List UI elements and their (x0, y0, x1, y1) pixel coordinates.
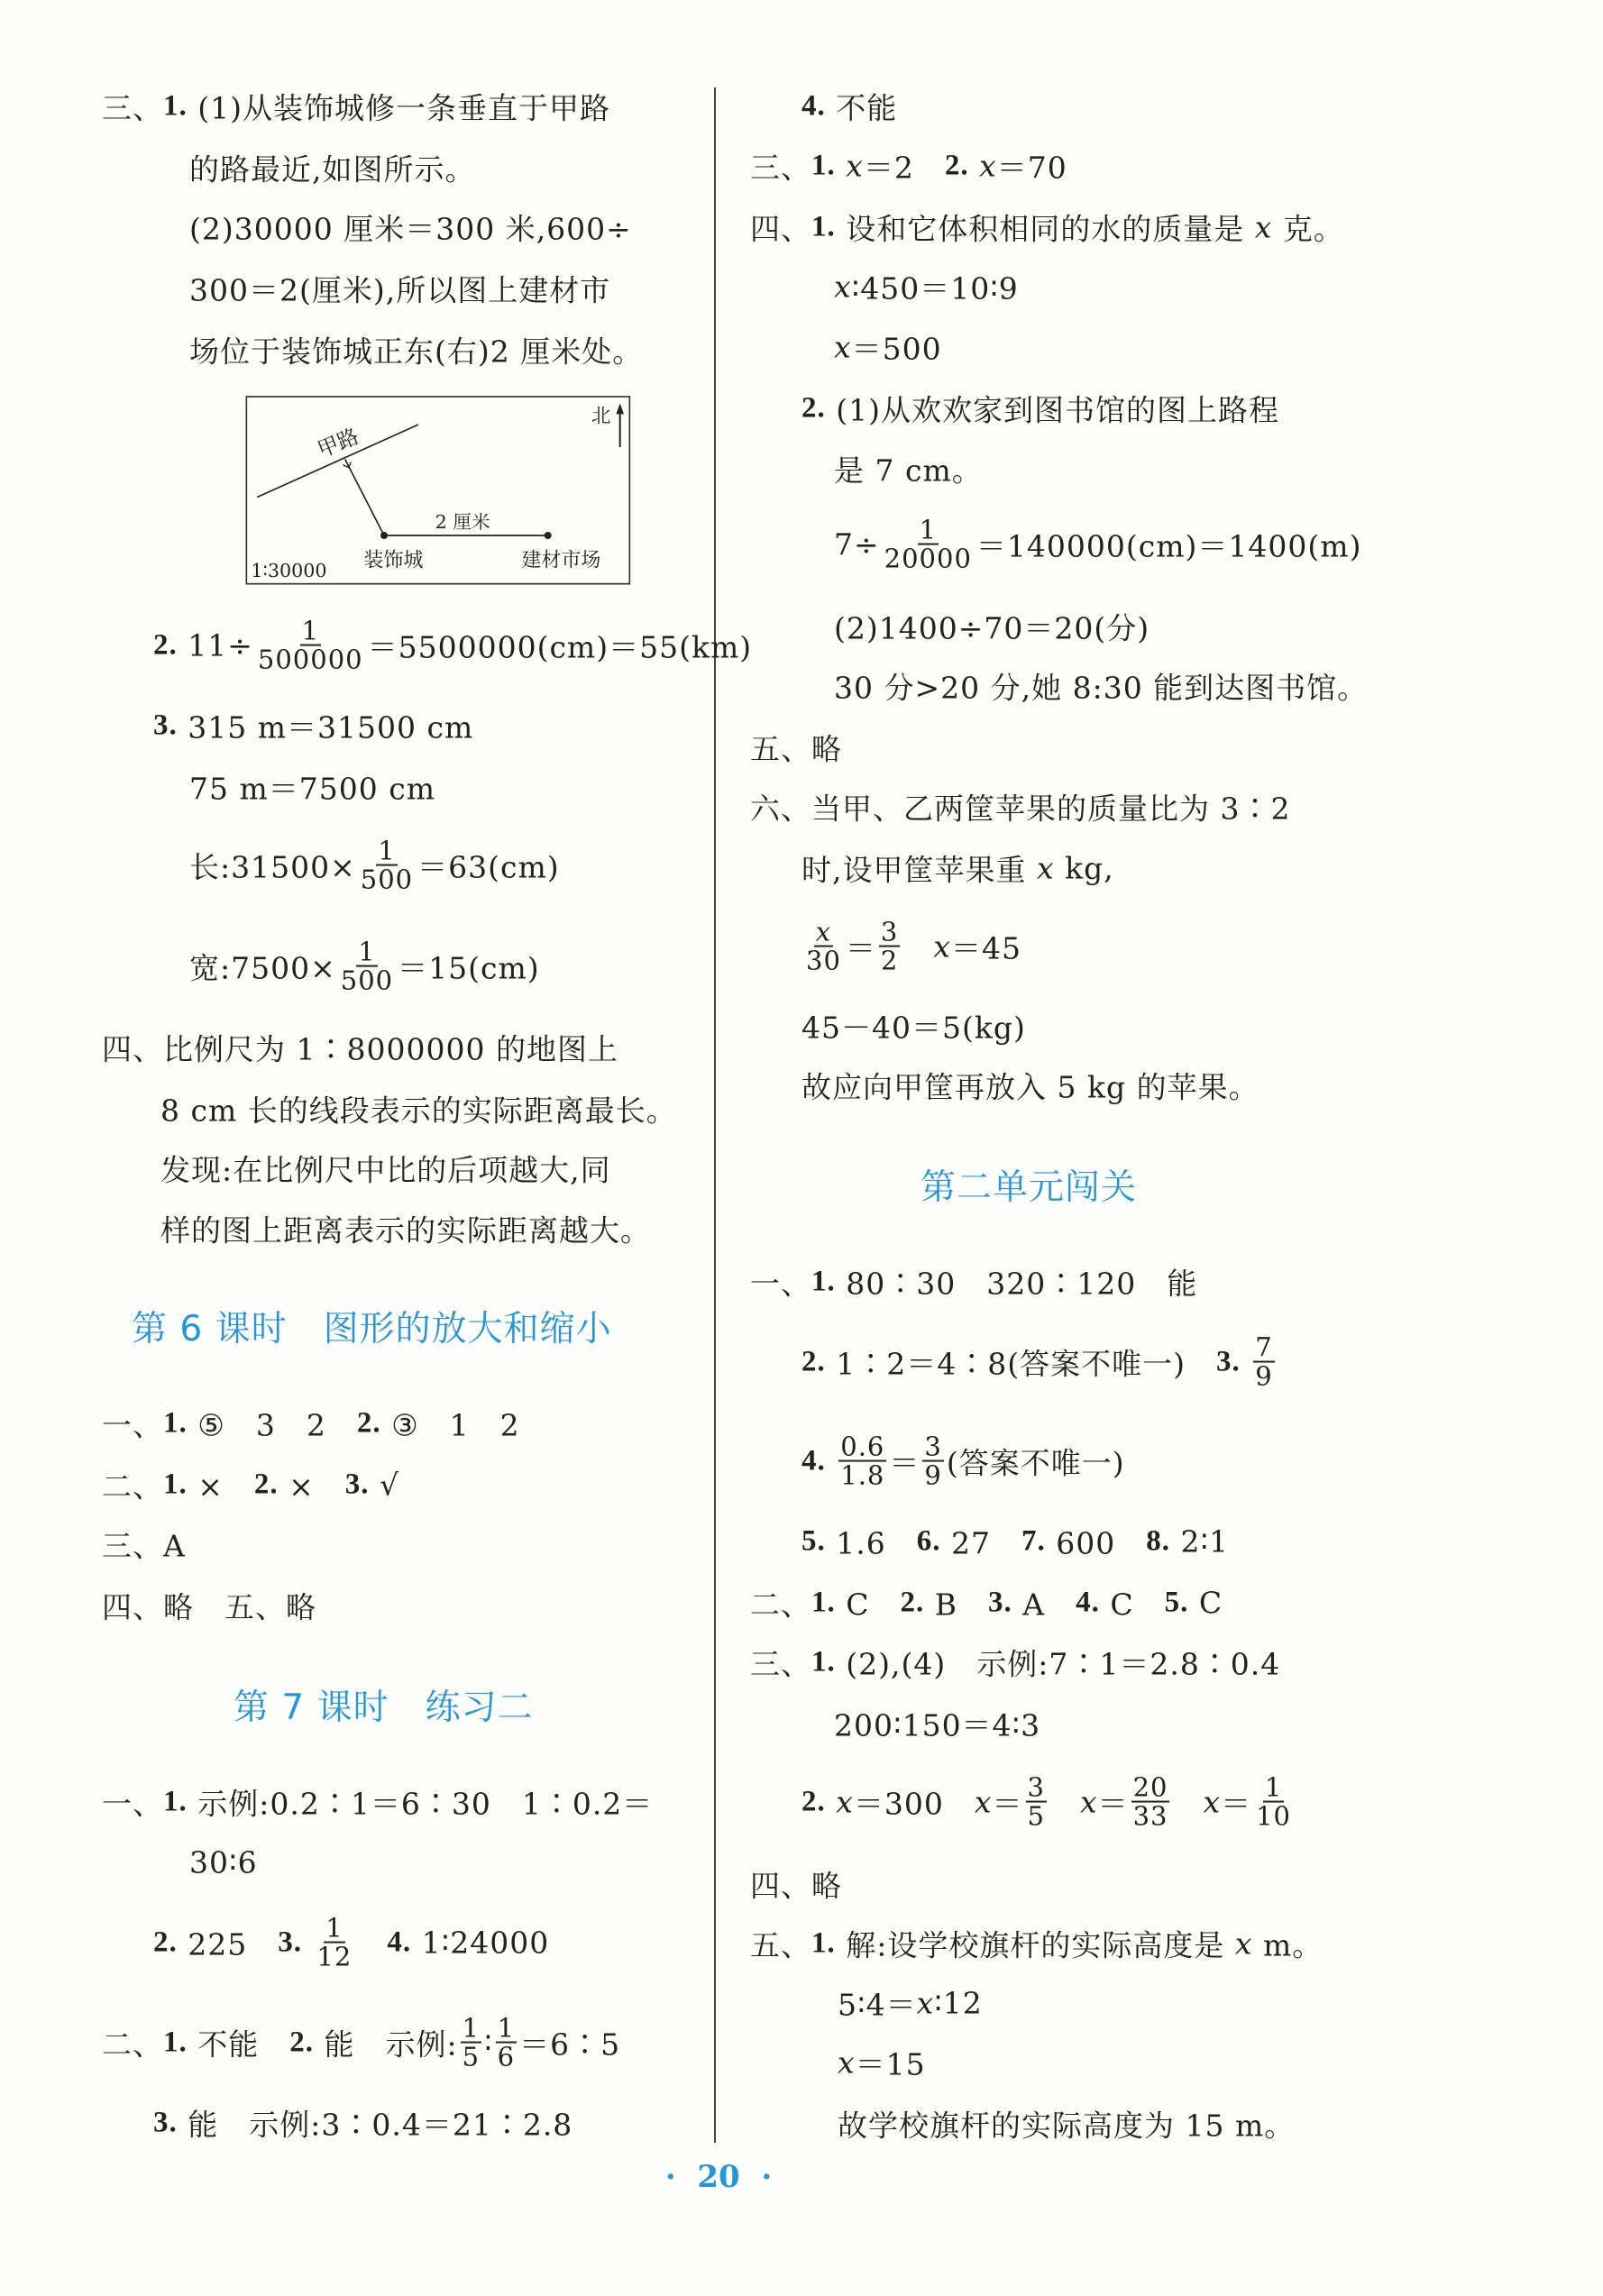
answer-text: ＝5500000(cm)＝55(km) (367, 629, 753, 665)
answer-line (189, 837, 560, 894)
variable: x (834, 269, 852, 305)
item-number: 2. (900, 1586, 925, 1619)
fraction-denominator: 12 (316, 1942, 353, 1972)
answer-text (302, 1926, 313, 1961)
answer-text: 7÷ (834, 526, 880, 563)
answer-line (160, 1088, 677, 1130)
answer-line (102, 1585, 316, 1627)
answer-text: √ (369, 1467, 400, 1503)
answer-text: ＝300 (853, 1786, 975, 1822)
item-number: 1. (163, 1406, 188, 1440)
item-number: 7. (1021, 1524, 1046, 1558)
fraction-denominator: 5 (1027, 1801, 1045, 1832)
end-label: 建材市场 (521, 549, 601, 572)
item-number: 3. (278, 1926, 302, 1959)
item-number: 3. (1215, 1345, 1241, 1378)
variable: x (838, 2044, 856, 2081)
answer-text: ＝15 (855, 2046, 926, 2082)
answer-line (750, 1863, 842, 1906)
answer-line (189, 147, 476, 189)
fraction-denominator: 20000 (884, 544, 972, 574)
answer-line (838, 2103, 1295, 2145)
answer-line (160, 1148, 611, 1190)
answer-text: 不能 (187, 2026, 290, 2063)
item-number: 6. (916, 1524, 941, 1558)
answer-text: (2),(4) 示例:7∶1＝2.8∶0.4 (835, 1646, 1281, 1682)
north-arrow-icon (616, 403, 624, 447)
answer-line (189, 268, 610, 310)
answer-line (802, 388, 1279, 430)
answer-line (189, 766, 435, 809)
fraction-denominator: 1.8 (840, 1460, 885, 1491)
answer-line (834, 266, 1019, 308)
answer-line (102, 1403, 520, 1445)
answer-text: 30 分>20 分,她 8:30 能到达图书馆。 (834, 670, 1369, 706)
fraction (804, 916, 843, 976)
perpendicular-path (345, 459, 384, 535)
item-number: 2. (153, 1926, 178, 1959)
heading-lesson-6: 第 6 课时 图形的放大和缩小 (132, 1309, 612, 1349)
answer-line (802, 1331, 1278, 1392)
variable: x (933, 928, 951, 965)
fraction-numerator: 1 (358, 936, 376, 967)
answer-line (102, 2012, 621, 2072)
fraction-numerator: 7 (1255, 1331, 1273, 1363)
answer-text: ＝500 (851, 331, 942, 367)
answer-line (834, 1703, 1040, 1745)
answer-line (102, 86, 610, 128)
answer-text (1049, 1781, 1080, 1824)
answer-line (802, 1065, 1260, 1107)
answer-text: 的路最近,如图所示。 (189, 151, 476, 188)
answer-text: 宽:7500× (189, 950, 336, 986)
answer-text: 克。 (1272, 211, 1344, 247)
answer-line (750, 1642, 1280, 1684)
fraction-denominator: 2 (880, 946, 899, 976)
answer-text: 75 m＝7500 cm (189, 771, 436, 807)
answer-text: ＝ (889, 1445, 921, 1481)
answer-line (189, 329, 643, 371)
answer-line (153, 1912, 550, 1972)
answer-line (189, 206, 632, 249)
answer-text: 200∶150＝4∶3 (834, 1707, 1041, 1743)
answer-text: 能 示例: (314, 2026, 458, 2063)
variable: x (846, 148, 864, 184)
answer-text: ∶ (484, 2025, 493, 2061)
answer-line (834, 448, 983, 490)
item-number: 3. (988, 1586, 1012, 1619)
answer-text: ＝2 (863, 150, 945, 186)
answer-text: 一、 (102, 1786, 163, 1822)
heading-lesson-7: 第 7 课时 练习二 (234, 1688, 534, 1728)
variable: x (1079, 1784, 1098, 1820)
answer-line (802, 916, 1021, 976)
fraction-denominator: 6 (497, 2042, 516, 2072)
answer-text: (2)1400÷70＝20(分) (834, 610, 1150, 646)
variable: x (1036, 850, 1055, 886)
fraction-denominator: 500 (360, 864, 414, 895)
answer-text: 一、 (102, 1407, 163, 1443)
variable: x (1234, 1926, 1253, 1962)
fraction-numerator: 1 (325, 1912, 344, 1944)
item-number: 2. (802, 1345, 826, 1378)
answer-text: 5∶4＝ (838, 1987, 917, 2023)
fraction-numerator: 3 (1027, 1771, 1045, 1803)
answer-text (836, 149, 847, 184)
answer-line (750, 1923, 1323, 1965)
answer-text: 五、 (750, 1927, 811, 1963)
answer-text: 故应向甲筐再放入 5 kg 的苹果。 (802, 1069, 1260, 1105)
answer-text: C (835, 1587, 901, 1623)
answer-text: ＝ (1097, 1786, 1129, 1822)
answer-text: 四、略 (750, 1868, 842, 1904)
fraction-numerator: 1 (497, 2012, 516, 2044)
item-number: 2. (356, 1406, 381, 1440)
fraction-numerator: 1 (301, 615, 319, 646)
answer-line (189, 938, 540, 995)
answer-text: C (1188, 1585, 1223, 1621)
item-number: 3. (153, 709, 178, 742)
item-number: 4. (387, 1926, 412, 1959)
answer-line (802, 1433, 1125, 1490)
item-number: 1. (811, 149, 836, 182)
answer-text: 8 cm 长的线段表示的实际距离最长。 (160, 1093, 677, 1129)
answer-line (750, 786, 1290, 828)
answer-text: 解:设学校旗杆的实际高度是 (835, 1927, 1235, 1963)
answer-text (1241, 1345, 1251, 1380)
answer-line (153, 617, 752, 674)
answer-text: ⑤ 3 2 (187, 1407, 357, 1443)
answer-text: 是 7 cm。 (834, 453, 983, 489)
answer-text: 三、 (750, 1646, 811, 1682)
item-number: 4. (1076, 1586, 1100, 1619)
answer-line (102, 1027, 618, 1069)
answer-text: 315 m＝31500 cm (177, 709, 474, 746)
answer-line (750, 206, 1344, 249)
item-number: 1. (811, 1645, 836, 1679)
fraction-numerator: 1 (462, 2012, 481, 2044)
answer-text: ＝15(cm) (398, 950, 540, 986)
answer-text: × (187, 1468, 254, 1505)
answer-text (1172, 1781, 1203, 1824)
distance-label: 2 厘米 (435, 511, 490, 533)
answer-line (802, 1005, 1026, 1047)
fraction-denominator: 500000 (257, 645, 363, 675)
fraction-denominator: 33 (1132, 1801, 1168, 1832)
answer-text: (1)从欢欢家到图书馆的图上路程 (825, 392, 1279, 428)
answer-text: ＝63(cm) (417, 849, 560, 885)
item-number: 1. (163, 2026, 188, 2059)
item-number: 5. (1164, 1586, 1189, 1619)
answer-text: 二、 (102, 1468, 163, 1505)
fraction (461, 2012, 481, 2072)
fraction-numerator: x (815, 916, 832, 947)
answer-text: ＝ (1221, 1786, 1252, 1822)
answer-text: 二、 (750, 1587, 811, 1623)
fraction (1131, 1771, 1170, 1832)
variable: x (1203, 1784, 1222, 1820)
answer-text: 四、比例尺为 1∶8000000 的地图上 (102, 1031, 618, 1067)
fraction-denominator: 9 (1255, 1361, 1273, 1392)
answer-line (153, 2102, 572, 2145)
variable: x (836, 1784, 854, 1820)
fraction (339, 938, 395, 995)
item-number: 2. (289, 2026, 314, 2059)
answer-text: 时,设甲筐苹果重 (802, 852, 1037, 888)
fraction-denominator: 5 (462, 2042, 481, 2072)
answer-text: 80∶30 320∶120 能 (835, 1266, 1198, 1302)
answer-text: 1∶24000 (411, 1925, 550, 1961)
item-number: 2. (153, 628, 178, 662)
item-number: 1. (811, 210, 836, 243)
fraction (922, 1433, 943, 1490)
page-number: · 20 · (664, 2159, 773, 2195)
start-label: 装饰城 (363, 549, 424, 572)
variable: x (834, 329, 852, 365)
answer-line (160, 1208, 651, 1250)
answer-text: ③ 1 2 (380, 1407, 520, 1443)
fraction-numerator: 1 (378, 835, 396, 866)
answer-line (834, 665, 1368, 708)
answer-text (826, 1444, 837, 1479)
answer-line (834, 514, 1362, 574)
answer-text (902, 926, 933, 968)
answer-text: ＝ (845, 930, 876, 966)
fraction-denominator: 30 (806, 946, 841, 976)
answer-text: ＝140000(cm)＝1400(m) (976, 528, 1362, 564)
answer-text: kg, (1054, 850, 1114, 886)
answer-text: (1)从装饰城修一条垂直于甲路 (187, 90, 610, 126)
answer-line (153, 705, 473, 747)
answer-line (102, 1781, 653, 1824)
answer-line (750, 1582, 1223, 1624)
item-number: 3. (153, 2106, 178, 2139)
answer-text (356, 1922, 387, 1964)
answer-line (838, 2042, 926, 2084)
answer-text: 设和它体积相同的水的质量是 (835, 211, 1255, 247)
answer-text: ＝6∶5 (519, 2026, 621, 2063)
fraction (1254, 1771, 1293, 1832)
variable: x (1254, 209, 1273, 245)
answer-text: 300＝2(厘米),所以图上建材市 (189, 272, 611, 308)
fraction (315, 1912, 353, 1972)
answer-line (838, 1982, 983, 2025)
item-number: 4. (802, 1444, 826, 1477)
item-number: 1. (811, 1265, 836, 1298)
answer-line (802, 86, 897, 128)
fraction (838, 1433, 886, 1490)
answer-text: (答案不唯一) (946, 1445, 1125, 1481)
item-number: 2. (944, 149, 969, 182)
heading-unit-2: 第二单元闯关 (921, 1167, 1138, 1208)
answer-line (802, 1771, 1296, 1832)
fraction-numerator: 1 (1264, 1771, 1283, 1803)
answer-line (189, 1845, 258, 1880)
item-number: 1. (163, 1468, 188, 1501)
answer-text: ＝45 (950, 930, 1021, 966)
answer-text: 225 (177, 1926, 279, 1962)
start-point (380, 532, 388, 539)
item-number: 1. (811, 1586, 836, 1619)
answer-line (750, 727, 842, 769)
answer-text: 三、 (750, 150, 811, 186)
answer-text: 600 (1045, 1525, 1147, 1561)
item-number: 4. (802, 89, 826, 123)
answer-text: ＝70 (996, 150, 1067, 186)
item-number: 2. (253, 1468, 279, 1501)
fraction-numerator: 1 (919, 514, 938, 545)
answer-text: 27 (940, 1525, 1021, 1561)
variable: x (979, 148, 997, 184)
item-number: 2. (802, 1785, 826, 1818)
answer-line (750, 145, 1067, 188)
end-point (545, 532, 552, 539)
item-number: 8. (1146, 1524, 1170, 1558)
answer-text: 故学校旗杆的实际高度为 15 m。 (838, 2108, 1296, 2144)
answer-text: 示例:0.2∶1＝6∶30 1∶0.2＝ (187, 1786, 654, 1822)
answer-text: 五、略 (750, 731, 842, 767)
answer-text: 发现:在比例尺中比的后项越大,同 (160, 1152, 611, 1188)
variable: x (916, 1985, 935, 2021)
fraction (1026, 1771, 1047, 1832)
fraction (1253, 1331, 1274, 1392)
item-number: 1. (163, 1785, 188, 1818)
item-number: 2. (802, 391, 826, 425)
answer-line (802, 847, 1114, 890)
answer-line (102, 1523, 186, 1566)
answer-text: 三、A (102, 1528, 186, 1564)
answer-text: 45－40＝5(kg) (802, 1010, 1026, 1046)
scale-label: 1∶30000 (251, 560, 327, 581)
answer-text: ∶450＝10∶9 (851, 270, 1019, 306)
fraction-numerator: 3 (924, 1431, 942, 1462)
item-number: 1. (811, 1926, 836, 1960)
answer-text: 四、 (750, 211, 811, 247)
answer-text: B (924, 1587, 988, 1623)
fraction-numerator: 3 (880, 916, 899, 947)
fraction (359, 837, 415, 894)
answer-text: ∶12 (934, 1985, 983, 2021)
answer-text: 11÷ (177, 627, 253, 663)
answer-text: × (278, 1468, 345, 1505)
variable: x (974, 1784, 993, 1820)
item-number: 3. (344, 1468, 370, 1501)
north-label: 北 (591, 405, 611, 428)
answer-text: C (1099, 1587, 1165, 1623)
answer-text (969, 149, 980, 184)
fraction-denominator: 10 (1256, 1801, 1292, 1832)
road-label: 甲路 (314, 423, 362, 463)
fraction (496, 2012, 517, 2072)
answer-text: 二、 (102, 2026, 163, 2063)
answer-text: ＝ (992, 1786, 1023, 1822)
fraction-denominator: 500 (340, 965, 394, 996)
map-diagram (234, 379, 640, 595)
answer-line (834, 606, 1150, 648)
answer-text: 30∶6 (189, 1844, 258, 1880)
answer-text: 能 示例:3∶0.4＝21∶2.8 (177, 2107, 573, 2143)
answer-line (750, 1261, 1197, 1304)
answer-text: 长:31500× (189, 849, 356, 885)
answer-text: 样的图上距离表示的实际距离越大。 (160, 1212, 651, 1249)
fraction-numerator: 0.6 (840, 1431, 885, 1462)
answer-line (802, 1521, 1229, 1563)
answer-line (102, 1464, 399, 1506)
answer-text: 1∶2＝4∶8(答案不唯一) (825, 1346, 1216, 1382)
fraction (879, 916, 900, 976)
fraction-numerator: 20 (1132, 1771, 1168, 1803)
answer-text: 一、 (750, 1266, 811, 1302)
answer-text: 四、略 五、略 (102, 1589, 316, 1625)
fraction (883, 514, 974, 574)
fraction (256, 617, 365, 674)
answer-text: 场位于装饰城正东(右)2 厘米处。 (189, 334, 644, 370)
answer-text: 2∶1 (1169, 1523, 1230, 1560)
answer-text: 不能 (825, 90, 898, 126)
answer-text: (2)30000 厘米＝300 米,600÷ (189, 211, 632, 247)
answer-line (834, 326, 942, 369)
answer-text: 1.6 (825, 1525, 917, 1561)
answer-text: m。 (1252, 1927, 1324, 1963)
item-number: 5. (802, 1524, 826, 1558)
answer-text: 六、当甲、乙两筐苹果的质量比为 3∶2 (750, 791, 1291, 827)
answer-text (826, 1785, 837, 1820)
column-divider (714, 87, 716, 2143)
fraction-denominator: 9 (924, 1460, 942, 1491)
answer-text: A (1012, 1587, 1076, 1623)
answer-text: 三、 (102, 90, 163, 126)
item-number: 1. (163, 89, 188, 123)
